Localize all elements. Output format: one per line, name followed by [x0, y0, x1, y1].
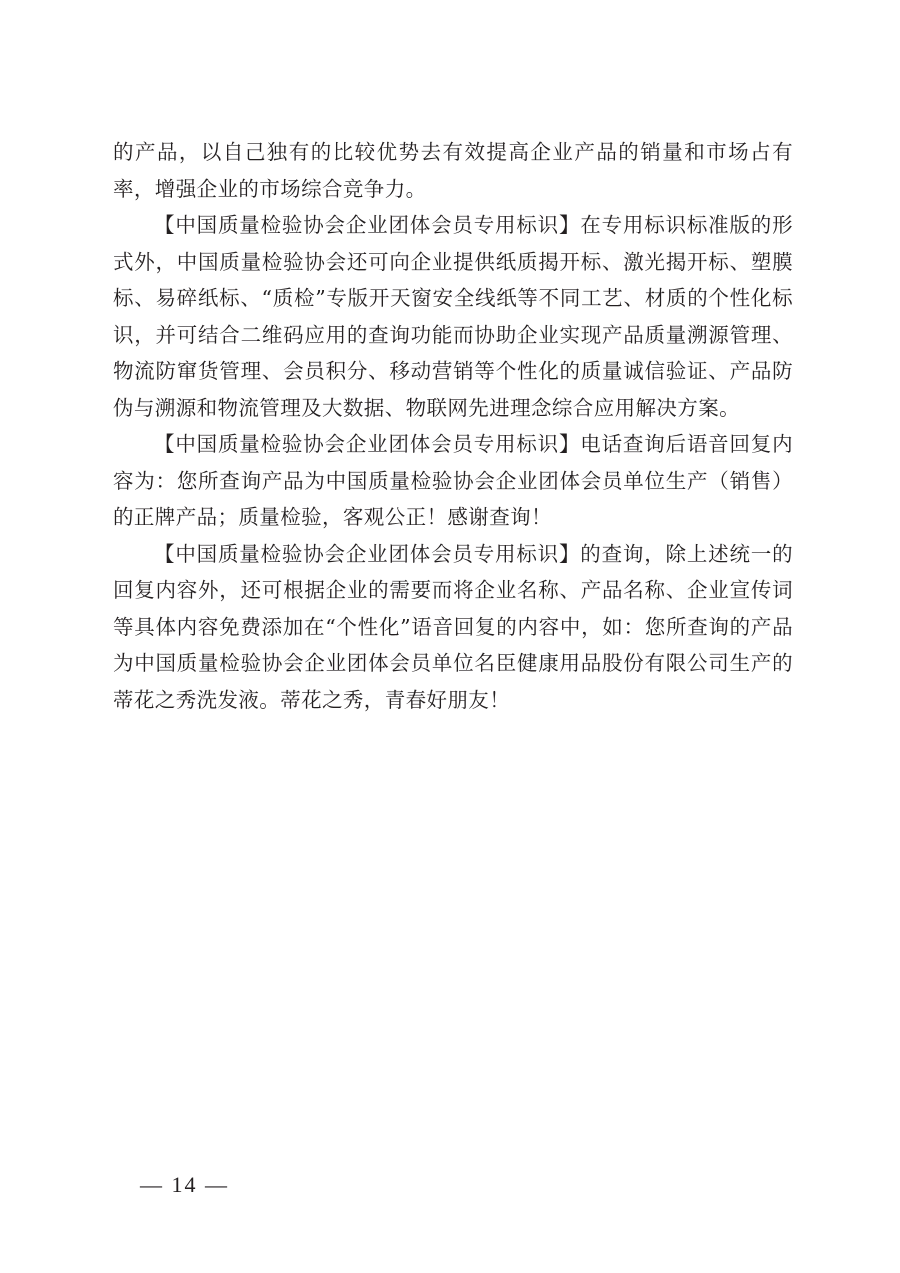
paragraph-label-forms: 【中国质量检验协会企业团体会员专用标识】在专用标识标准版的形式外，中国质量检验协会还可向企业提供纸质揭开标、激光揭开标、塑膜标、易碎纸标、“质检”专版开天窗安全线纸等不同工艺、材质的个性化标识，并可结合二维码应用的查询功能而协助企业实现产品质量溯源管理、物流防窜货管理、会员积分、移动营销等个性化的质量诚信验证、产品防伪与溯源和物流管理及大数据、物联网先进理念综合应用解决方案。 [113, 213, 793, 420]
paragraph-phone-query: 【中国质量检验协会企业团体会员专用标识】电话查询后语音回复内容为：您所查询产品为中国质量检验协会企业团体会员单位生产（销售）的正牌产品；质量检验，客观公正！感谢查询！ [113, 432, 793, 529]
page-number: — 14 — [140, 1172, 229, 1197]
paragraph-continuation: 的产品，以自己独有的比较优势去有效提高企业产品的销量和市场占有率，增强企业的市场综合竞争力。 [113, 140, 793, 201]
paragraph-personalized-reply: 【中国质量检验协会企业团体会员专用标识】的查询，除上述统一的回复内容外，还可根据企业的需要而将企业名称、产品名称、企业宣传词等具体内容免费添加在“个性化”语音回复的内容中，如：您所查询的产品为中国质量检验协会企业团体会员单位名臣健康用品股份有限公司生产的蒂花之秀洗发液。蒂花之秀，青春好朋友！ [113, 541, 793, 712]
document-body [113, 134, 793, 718]
